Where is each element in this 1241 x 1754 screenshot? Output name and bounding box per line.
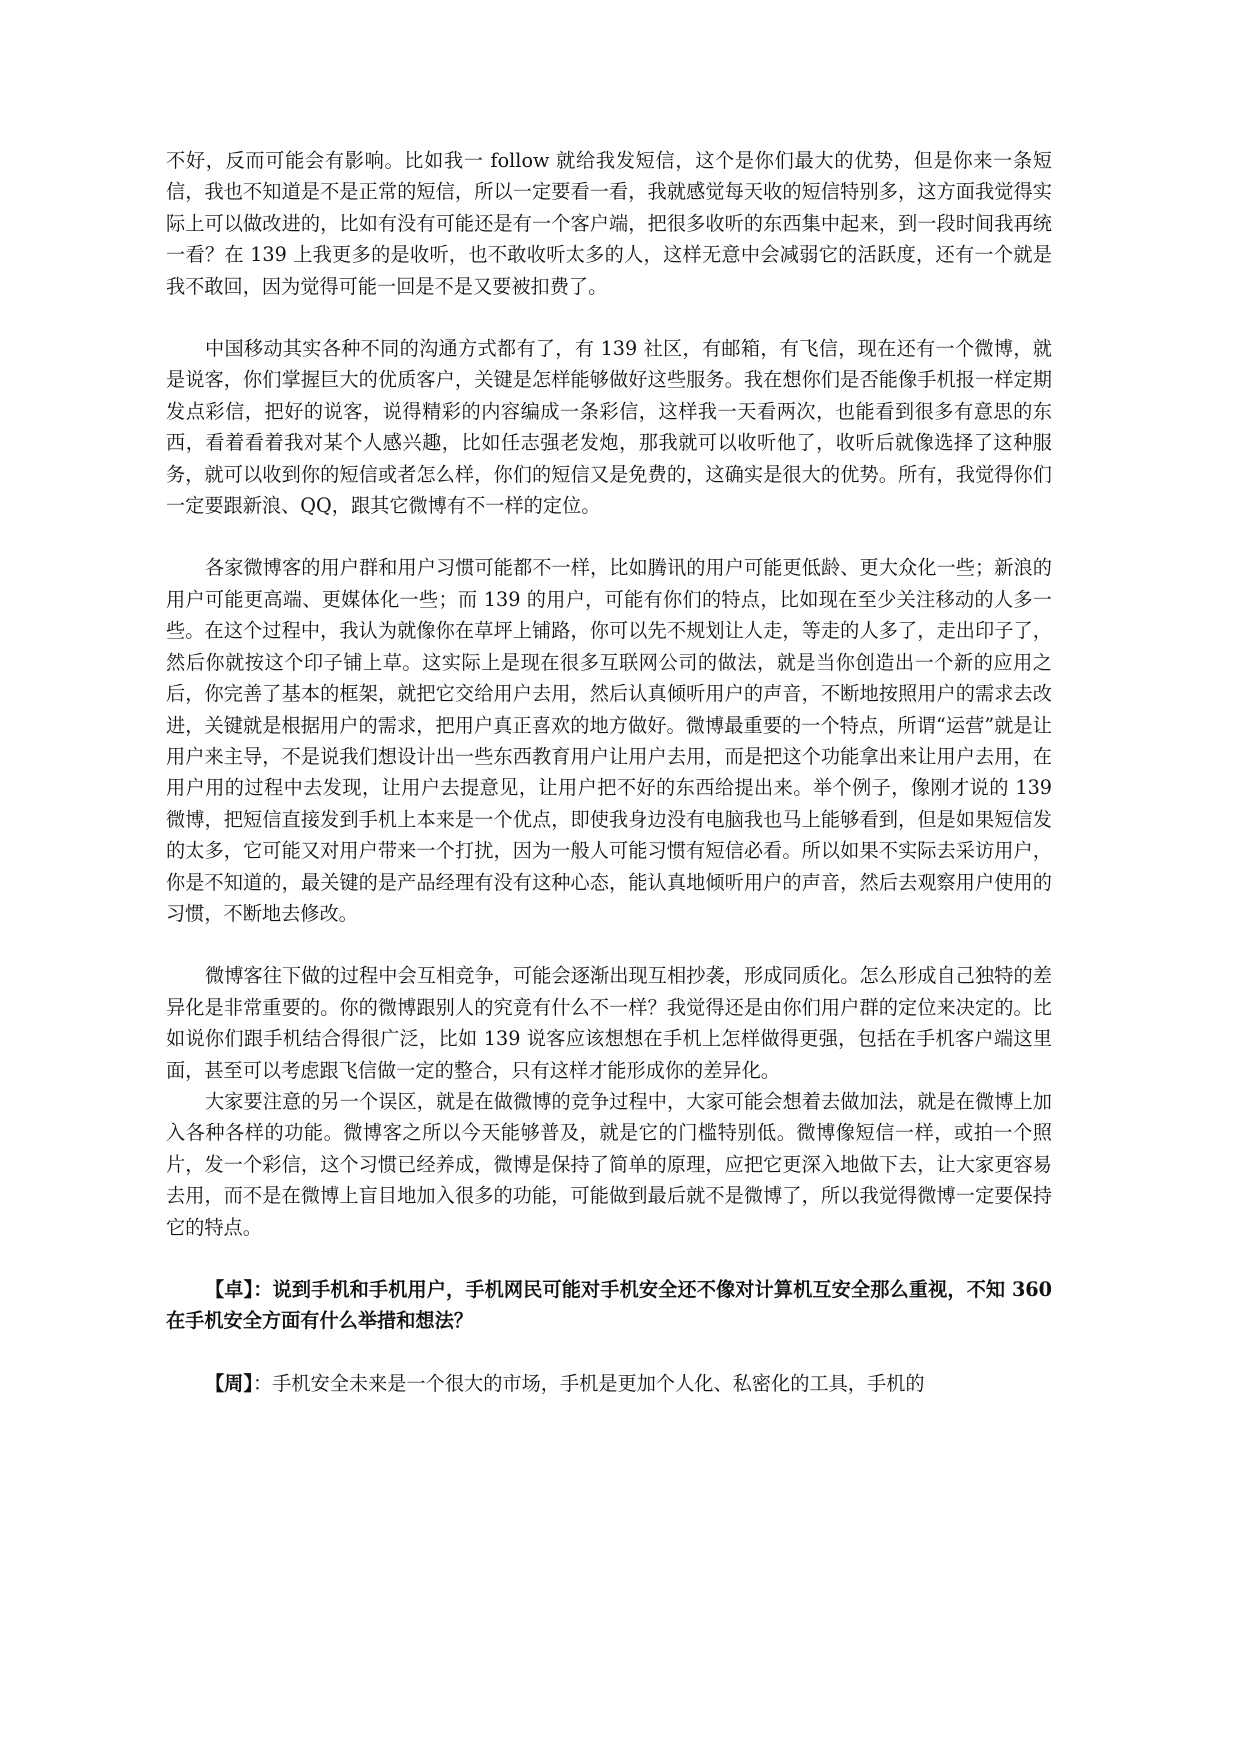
question-text: ：说到手机和手机用户，手机网民可能对手机安全还不像对计算机互安全那么重视，不知 360 在手机安全方面有什么举措和想法？ — [166, 1278, 1052, 1333]
paragraph-5: 大家要注意的另一个误区，就是在做微博的竞争过程中，大家可能会想着去做加法，就是在微博上加入各种各样的功能。微博客之所以今天能够普及，就是它的门槛特别低。微博像短信一样，或拍一个照片，发一个彩信，这个习惯已经养成，微博是保持了简单的原理，应把它更深入地做下去，让大家更容易去用，而不是在微博上盲目地加入很多的功能，可能做到最后就不是微博了，所以我觉得微博一定要保持它的特点。 — [166, 1089, 1052, 1239]
interviewer-question — [166, 1274, 1052, 1337]
paragraph-3: 各家微博客的用户群和用户习惯可能都不一样，比如腾讯的用户可能更低龄、更大众化一些；新浪的用户可能更高端、更媒体化一些；而 139 的用户，可能有你们的特点，比如现在至少关注移动的人多一些。在这个过程中，我认为就像你在草坪上铺路，你可以先不规划让人走，等走的人多了，走出印子了，然后你就按这个印子铺上草。这实际上是现在很多互联网公司的做法，就是当你创造出一个新的应用之后，你完善了基本的框架，就把它交给用户去用，然后认真倾听用户的声音，不断地按照用户的需求去改进，关键就是根据用户的需求，把用户真正喜欢的地方做好。微博最重要的一个特点，所谓“运营”就是让用户来主导，不是说我们想设计出一些东西教育用户让用户去用，而是把这个功能拿出来让用户去用，在用户用的过程中去发现，让用户去提意见，让用户把不好的东西给提出来。举个例子，像刚才说的 139 微博，把短信直接发到手机上本来是一个优点，即使我身边没有电脑我也马上能够看到，但是如果短信发的太多，它可能又对用户带来一个打扰，因为一般人可能习惯有短信必看。所以如果不实际去采访用户，你是不知道的，最关键的是产品经理有没有这种心态，能认真地倾听用户的声音，然后去观察用户使用的习惯，不断地去修改。 — [166, 556, 1052, 925]
paragraph-1: 不好，反而可能会有影响。比如我一 follow 就给我发短信，这个是你们最大的优势，但是你来一条短信，我也不知道是不是正常的短信，所以一定要看一看，我就感觉每天收的短信特别多，这方面我觉得实际上可以做改进的，比如有没有可能还是有一个客户端，把很多收听的东西集中起来，到一段时间我再统一看？在 139 上我更多的是收听，也不敢收听太多的人，这样无意中会减弱它的活跃度，还有一个就是我不敢回，因为觉得可能一回是不是又要被扣费了。 — [166, 149, 1052, 298]
document-page — [166, 145, 1052, 1399]
paragraph-4: 微博客往下做的过程中会互相竞争，可能会逐渐出现互相抄袭，形成同质化。怎么形成自己独特的差异化是非常重要的。你的微博跟别人的究竟有什么不一样？我觉得还是由你们用户群的定位来决定的。比如说你们跟手机结合得很广泛，比如 139 说客应该想想在手机上怎样做得更强，包括在手机客户端这里面，甚至可以考虑跟飞信做一定的整合，只有这样才能形成你的差异化。 — [166, 964, 1052, 1082]
paragraph-2: 中国移动其实各种不同的沟通方式都有了，有 139 社区，有邮箱，有飞信，现在还有一个微博，就是说客，你们掌握巨大的优质客户，关键是怎样能够做好这些服务。我在想你们是否能像手机报一样定期发点彩信，把好的说客，说得精彩的内容编成一条彩信，这样我一天看两次，也能看到很多有意思的东西，看着看着我对某个人感兴趣，比如任志强老发炮，那我就可以收听他了，收听后就像选择了这种服务，就可以收到你的短信或者怎么样，你们的短信又是免费的，这确实是很大的优势。所有，我觉得你们一定要跟新浪、QQ，跟其它微博有不一样的定位。 — [166, 337, 1052, 518]
interviewee-answer — [166, 1368, 1052, 1399]
speaker-label-zhuo: 【卓】 — [205, 1278, 254, 1301]
speaker-label-zhou: 【周】 — [205, 1371, 253, 1395]
answer-text: ：手机安全未来是一个很大的市场，手机是更加个人化、私密化的工具，手机的 — [252, 1371, 925, 1395]
